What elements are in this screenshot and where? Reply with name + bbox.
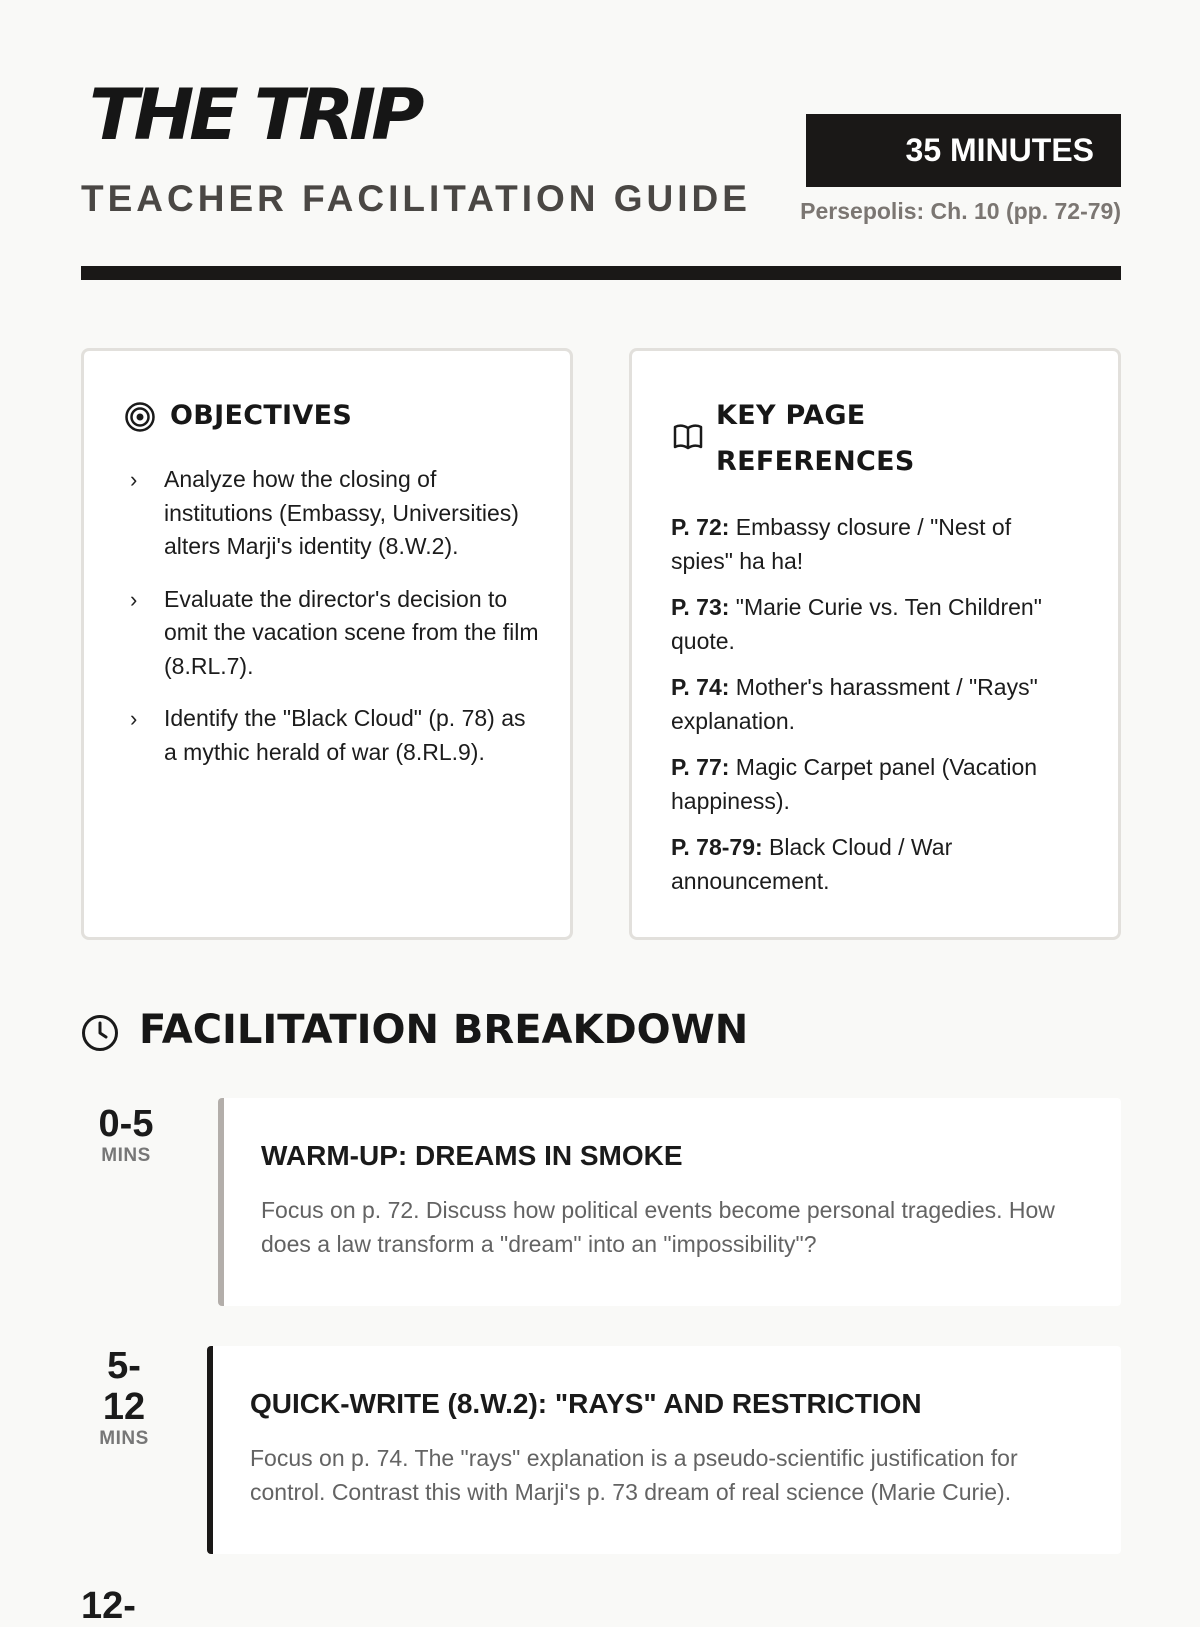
- step-time: [81, 1346, 167, 1450]
- objectives-list: [124, 463, 544, 788]
- list-item: [671, 671, 1071, 738]
- objective-text: Analyze how the closing of institutions (Embassy, Universities) alters Marji's identity (8.W.2).: [164, 466, 519, 559]
- step-minutes-end: 12: [102, 1386, 146, 1428]
- step-description: Focus on p. 74. The "rays" explanation is a pseudo-scientific justification for control. Contrast this with Marji's p. 73 dream of real science (Marie Curie).: [250, 1445, 1018, 1505]
- step-minutes: 0-5: [98, 1103, 154, 1145]
- step-card: [207, 1346, 1121, 1554]
- step-time: [91, 1104, 161, 1167]
- objectives-title: OBJECTIVES: [170, 400, 353, 431]
- page-number: P. 73:: [671, 594, 730, 620]
- references-title: KEY PAGE REFERENCES: [716, 400, 915, 477]
- step-minutes: 12-: [81, 1585, 136, 1627]
- chevron-right-icon: ›: [130, 467, 138, 492]
- list-item: [124, 583, 544, 684]
- reference-text: Black Cloud / War announcement.: [671, 834, 953, 894]
- list-item: [124, 702, 544, 769]
- step-title: WARM-UP: DREAMS IN SMOKE: [261, 1140, 683, 1171]
- references-card: [629, 348, 1121, 940]
- objective-text: Identify the "Black Cloud" (p. 78) as a mythic herald of war (8.RL.9).: [164, 705, 526, 765]
- objectives-card: [81, 348, 573, 940]
- step-minutes-start: 5-: [107, 1345, 141, 1387]
- section-title: FACILITATION BREAKDOWN: [139, 1007, 749, 1053]
- page-number: P. 72:: [671, 514, 730, 540]
- clock-icon: [81, 1014, 119, 1057]
- list-item: [671, 751, 1071, 818]
- header-divider: [81, 266, 1121, 280]
- chevron-right-icon: ›: [130, 706, 138, 731]
- reference-text: Magic Carpet panel (Vacation happiness).: [671, 754, 1038, 814]
- source-reference: Persepolis: Ch. 10 (pp. 72-79): [800, 198, 1121, 224]
- reference-text: "Marie Curie vs. Ten Children" quote.: [671, 594, 1042, 654]
- step-unit: MINS: [101, 1145, 151, 1166]
- chevron-right-icon: ›: [130, 586, 138, 612]
- duration-badge: 35 MINUTES: [806, 114, 1121, 187]
- list-item: [671, 831, 1071, 898]
- book-open-icon: [672, 423, 704, 458]
- target-icon: [124, 401, 156, 438]
- step-unit: MINS: [99, 1428, 149, 1449]
- step-title: QUICK-WRITE (8.W.2): "RAYS" AND RESTRICTION: [250, 1388, 922, 1419]
- step-card: [218, 1098, 1121, 1306]
- page-number: P. 77:: [671, 754, 730, 780]
- page-title: THE TRIP: [89, 74, 420, 156]
- guide-page: [81, 0, 1121, 1627]
- references-list: [671, 511, 1071, 911]
- page-number: P. 74:: [671, 674, 730, 700]
- reference-text: Embassy closure / "Nest of spies" ha ha!: [671, 514, 1012, 574]
- list-item: [671, 511, 1071, 578]
- step-description: Focus on p. 72. Discuss how political events become personal tragedies. How does a law transform a "dream" into an "impossibility"?: [261, 1197, 1055, 1257]
- step-time: [81, 1586, 211, 1627]
- info-cards: [81, 348, 1121, 940]
- header: [81, 0, 1121, 290]
- list-item: [671, 591, 1071, 658]
- list-item: [124, 463, 544, 564]
- page-number: P. 78-79:: [671, 834, 763, 860]
- page-subtitle: TEACHER FACILITATION GUIDE: [81, 178, 751, 219]
- reference-text: Mother's harassment / "Rays" explanation.: [671, 674, 1038, 734]
- objective-text: Evaluate the director's decision to omit the vacation scene from the film (8.RL.7).: [164, 585, 539, 679]
